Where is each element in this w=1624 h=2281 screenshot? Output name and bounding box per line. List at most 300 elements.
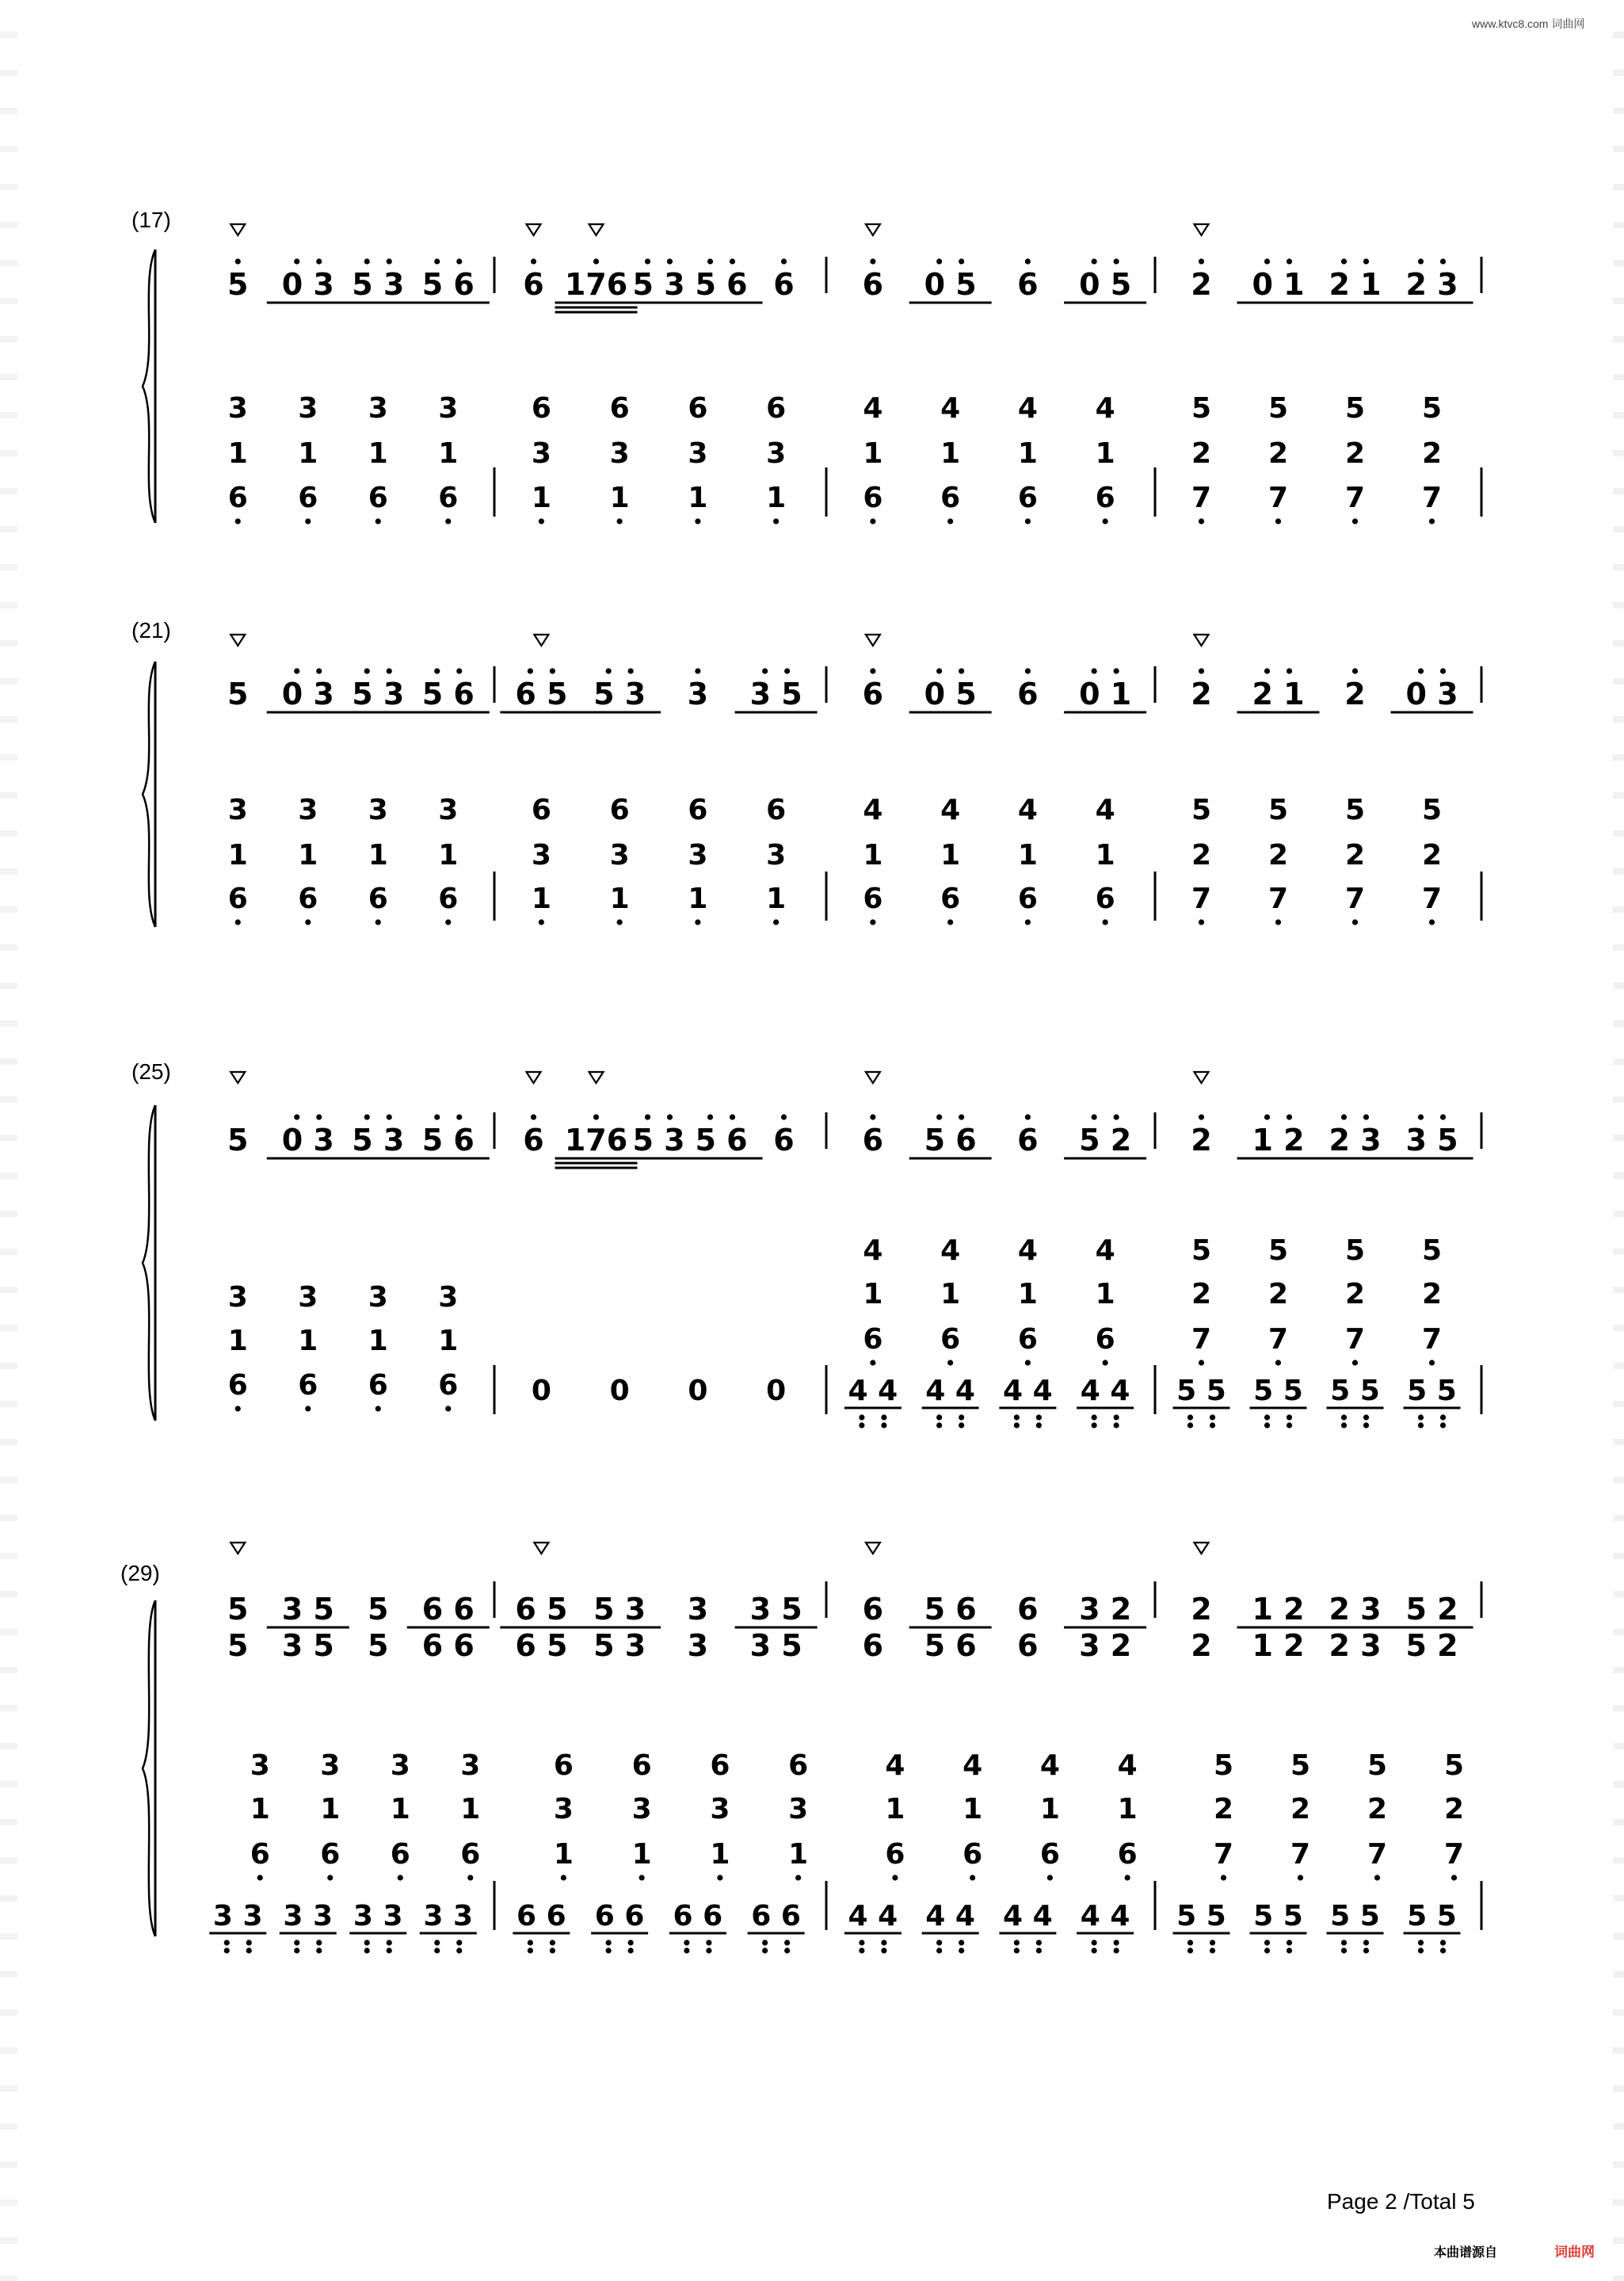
measure-label-17: (17) <box>132 208 171 232</box>
octave-dot <box>1014 1940 1020 1945</box>
chord-note: 6 <box>438 482 459 514</box>
bass-pair-note: 4 4 <box>925 1375 975 1407</box>
chord-note: 3 <box>298 794 318 826</box>
bass-pair-note: 4 4 <box>848 1375 898 1407</box>
chord-note: 2 <box>1191 437 1212 470</box>
melody-note: 0 1 <box>1252 267 1305 302</box>
chord-note: 7 <box>1268 1323 1289 1356</box>
octave-dot <box>645 258 650 264</box>
melody-harmony-note: 6 <box>1017 1628 1039 1663</box>
octave-dot <box>936 1114 942 1120</box>
octave-dot <box>1264 1422 1270 1428</box>
octave-dot <box>1341 258 1347 264</box>
chord-note: 1 <box>298 1325 318 1357</box>
chord-note: 3 <box>227 794 248 826</box>
chord-note: 6 <box>609 794 630 826</box>
octave-dot <box>959 1422 964 1428</box>
chord-note: 4 <box>1117 1749 1138 1782</box>
chord-note: 1 <box>788 1838 809 1871</box>
melody-harmony-note: 6 5 <box>515 1628 568 1663</box>
octave-dot <box>1287 1947 1292 1953</box>
octave-dot <box>695 668 700 673</box>
octave-dot <box>1199 1114 1204 1120</box>
melody-note: 6 <box>773 267 795 302</box>
octave-dot <box>1114 668 1119 673</box>
melody-harmony-note: 3 5 <box>749 1628 802 1663</box>
chord-note: 7 <box>1191 1323 1212 1356</box>
octave-dot <box>398 1875 403 1880</box>
chord-note: 6 <box>298 482 318 514</box>
octave-dot <box>1418 258 1424 264</box>
bass-pair-note: 3 3 <box>423 1900 474 1932</box>
octave-dot <box>1199 518 1204 524</box>
bass-pair-note: 6 6 <box>517 1900 566 1932</box>
melody-note: 5 <box>227 1123 249 1158</box>
chord-note: 1 <box>438 437 459 470</box>
melody-note: 176 <box>564 1123 628 1158</box>
melody-note: 6 <box>1017 677 1039 711</box>
accent-mark <box>231 1543 245 1554</box>
chord-note: 5 <box>1367 1749 1388 1782</box>
chord-note: 7 <box>1344 482 1366 514</box>
chord-note: 5 <box>1421 392 1443 425</box>
chord-note: 6 <box>298 883 318 915</box>
bass-pair-note: 5 5 <box>1407 1375 1457 1407</box>
chord-note: 1 <box>609 482 630 514</box>
octave-dot <box>1341 1940 1347 1945</box>
chord-note: 2 <box>1443 1793 1465 1825</box>
chord-note: 4 <box>1017 1234 1038 1267</box>
chord-note: 6 <box>1017 883 1038 915</box>
accent-mark <box>866 224 880 235</box>
accent-mark <box>527 1072 541 1083</box>
octave-dot <box>773 919 779 925</box>
chord-note: 1 <box>553 1838 574 1871</box>
chord-note: 2 <box>1268 1278 1289 1310</box>
melody-note: 5 3 <box>593 677 646 711</box>
chord-note: 1 <box>609 883 630 915</box>
accent-mark <box>1195 635 1209 646</box>
octave-dot <box>456 1947 462 1953</box>
chord-note: 7 <box>1367 1838 1388 1871</box>
chord-note: 4 <box>1017 794 1038 826</box>
chord-note: 6 <box>766 794 787 826</box>
octave-dot <box>1188 1947 1193 1953</box>
grand-staff-brace <box>143 1600 155 1936</box>
melody-harmony-note: 6 <box>862 1628 884 1663</box>
chord-note: 5 <box>1213 1749 1234 1782</box>
chord-note: 6 <box>320 1838 341 1871</box>
octave-dot <box>936 1422 942 1428</box>
melody-note: 0 5 <box>924 677 977 711</box>
accent-mark <box>231 224 245 235</box>
chord-note: 2 <box>1344 839 1366 872</box>
octave-dot <box>1264 1414 1270 1420</box>
chord-note: 4 <box>863 392 883 425</box>
octave-dot <box>959 1947 964 1953</box>
chord-note: 4 <box>1095 1234 1115 1267</box>
bass-pair-note: 4 4 <box>1003 1900 1053 1932</box>
octave-dot <box>550 1940 555 1945</box>
grand-staff-brace <box>143 250 155 523</box>
octave-dot <box>376 919 381 925</box>
octave-dot <box>528 1940 533 1945</box>
octave-dot <box>617 919 623 925</box>
chord-note: 6 <box>368 883 388 915</box>
chord-note: 7 <box>1290 1838 1311 1871</box>
melody-note: 5 3 <box>632 267 685 302</box>
melody-note: 2 3 <box>1329 1123 1382 1158</box>
chord-note: 5 <box>1191 794 1212 826</box>
melody-note: 5 6 <box>695 267 748 302</box>
octave-dot <box>224 1940 230 1945</box>
octave-dot <box>707 258 713 264</box>
chord-note: 6 <box>1095 1323 1115 1356</box>
chord-note: 2 <box>1290 1793 1311 1825</box>
octave-dot <box>1114 258 1119 264</box>
octave-dot <box>528 668 533 673</box>
octave-dot <box>1114 1114 1119 1120</box>
melody-note: 5 6 <box>695 1123 748 1158</box>
octave-dot <box>784 668 790 673</box>
octave-dot <box>1036 1414 1042 1420</box>
octave-dot <box>1188 1422 1193 1428</box>
octave-dot <box>1092 258 1097 264</box>
chord-note: 1 <box>1017 839 1038 872</box>
octave-dot <box>859 1414 864 1420</box>
chord-note: 6 <box>940 1323 961 1356</box>
melody-harmony-note: 3 2 <box>1079 1628 1132 1663</box>
octave-dot <box>376 518 381 524</box>
octave-dot <box>1092 1114 1097 1120</box>
octave-dot <box>531 1114 536 1120</box>
chord-note: 5 <box>1191 1234 1212 1267</box>
bass-pair-note: 4 4 <box>1080 1900 1130 1932</box>
chord-note: 5 <box>1344 1234 1366 1267</box>
octave-dot <box>947 518 953 524</box>
octave-dot <box>1429 1360 1435 1365</box>
chord-note: 4 <box>1039 1749 1060 1782</box>
octave-dot <box>870 258 875 264</box>
rest-note: 0 <box>609 1375 630 1407</box>
chord-note: 7 <box>1268 883 1289 915</box>
melody-harmony-note: 5 3 <box>593 1628 646 1663</box>
octave-dot <box>1352 919 1358 925</box>
octave-dot <box>706 1940 711 1945</box>
chord-note: 3 <box>390 1749 410 1782</box>
octave-dot <box>628 1947 634 1953</box>
octave-dot <box>781 1114 787 1120</box>
octave-dot <box>684 1940 689 1945</box>
chord-note: 1 <box>1017 437 1038 470</box>
octave-dot <box>1199 668 1204 673</box>
octave-dot <box>445 518 451 524</box>
octave-dot <box>456 258 462 264</box>
chord-note: 2 <box>1191 1278 1212 1310</box>
octave-dot <box>959 1414 964 1420</box>
octave-dot <box>717 1875 722 1880</box>
chord-note: 4 <box>940 794 961 826</box>
bass-pair-note: 4 4 <box>925 1900 975 1932</box>
melody-note: 1 2 <box>1252 1592 1305 1627</box>
chord-note: 3 <box>438 1281 459 1314</box>
chord-note: 6 <box>531 392 551 425</box>
chord-note: 7 <box>1421 482 1443 514</box>
octave-dot <box>224 1947 230 1953</box>
melody-harmony-note: 1 2 <box>1252 1628 1305 1663</box>
chord-note: 2 <box>1191 839 1212 872</box>
octave-dot <box>257 1875 263 1880</box>
chord-note: 3 <box>609 437 630 470</box>
octave-dot <box>1210 1414 1215 1420</box>
chord-note: 1 <box>368 1325 388 1357</box>
octave-dot <box>305 919 311 925</box>
octave-dot <box>1199 919 1204 925</box>
chord-note: 1 <box>940 1278 961 1310</box>
melody-note: 2 3 <box>1329 1592 1382 1627</box>
octave-dot <box>1287 668 1292 673</box>
octave-dot <box>316 258 322 264</box>
octave-dot <box>1092 1422 1097 1428</box>
chord-note: 3 <box>766 839 787 872</box>
octave-dot <box>1418 1947 1424 1953</box>
octave-dot <box>795 1875 801 1880</box>
octave-dot <box>316 1114 322 1120</box>
melody-note: 6 <box>1017 267 1039 302</box>
melody-note: 6 5 <box>515 1592 568 1627</box>
octave-dot <box>1440 668 1446 673</box>
melody-note: 5 6 <box>421 1123 475 1158</box>
chord-note: 3 <box>298 1281 318 1314</box>
bass-pair-note: 6 6 <box>751 1900 801 1932</box>
melody-note: 2 <box>1191 1592 1212 1627</box>
octave-dot <box>1264 258 1270 264</box>
octave-dot <box>434 1114 440 1120</box>
melody-note: 3 5 <box>1405 1123 1458 1158</box>
chord-note: 4 <box>963 1749 983 1782</box>
chord-note: 1 <box>963 1793 983 1825</box>
octave-dot <box>1103 1360 1108 1365</box>
accent-mark <box>534 1543 548 1554</box>
accent-mark <box>534 635 548 646</box>
octave-dot <box>1287 1414 1292 1420</box>
octave-dot <box>892 1875 898 1880</box>
octave-dot <box>434 1947 440 1953</box>
chord-note: 3 <box>438 794 459 826</box>
melody-note: 3 5 <box>281 1592 334 1627</box>
melody-note: 5 3 <box>593 1592 646 1627</box>
accent-mark <box>1195 1072 1209 1083</box>
octave-dot <box>1440 1422 1446 1428</box>
octave-dot <box>235 1406 241 1411</box>
octave-dot <box>235 258 241 264</box>
melody-note: 5 6 <box>924 1123 977 1158</box>
melody-note: 5 6 <box>924 1592 977 1627</box>
melody-note: 5 2 <box>1405 1592 1458 1627</box>
melody-note: 3 5 <box>749 677 802 711</box>
octave-dot <box>1014 1414 1020 1420</box>
chord-note: 2 <box>1421 437 1443 470</box>
melody-note: 5 <box>227 267 249 302</box>
melody-note: 5 <box>368 1592 389 1627</box>
octave-dot <box>639 1875 645 1880</box>
chord-note: 1 <box>710 1838 730 1871</box>
bass-pair-note: 4 4 <box>848 1900 898 1932</box>
octave-dot <box>936 1940 942 1945</box>
melody-harmony-note: 5 <box>227 1628 249 1663</box>
octave-dot <box>1264 1114 1270 1120</box>
chord-note: 1 <box>227 839 248 872</box>
bass-pair-note: 4 4 <box>1080 1375 1130 1407</box>
melody-note: 2 <box>1344 677 1366 711</box>
octave-dot <box>1341 1114 1347 1120</box>
melody-note: 2 <box>1191 677 1212 711</box>
chord-note: 3 <box>766 437 787 470</box>
octave-dot <box>1418 1114 1424 1120</box>
chord-note: 5 <box>1344 392 1366 425</box>
melody-note: 6 <box>862 267 884 302</box>
chord-note: 1 <box>227 437 248 470</box>
accent-mark <box>231 1072 245 1083</box>
bass-pair-note: 5 5 <box>1176 1375 1226 1407</box>
bass-pair-note: 6 6 <box>594 1900 645 1932</box>
rest-note: 0 <box>531 1375 551 1407</box>
octave-dot <box>1210 1422 1215 1428</box>
octave-dot <box>246 1947 252 1953</box>
octave-dot <box>294 668 299 673</box>
octave-dot <box>467 1875 473 1880</box>
octave-dot <box>1298 1875 1303 1880</box>
chord-note: 7 <box>1344 1323 1366 1356</box>
chord-note: 4 <box>940 1234 961 1267</box>
octave-dot <box>364 1114 370 1120</box>
chord-note: 7 <box>1268 482 1289 514</box>
chord-note: 6 <box>227 1369 248 1402</box>
chord-note: 1 <box>863 437 883 470</box>
melody-note: 3 5 <box>749 1592 802 1627</box>
bass-pair-note: 5 5 <box>1407 1900 1457 1932</box>
chord-note: 1 <box>885 1793 905 1825</box>
octave-dot <box>947 1360 953 1365</box>
chord-note: 1 <box>1095 1278 1115 1310</box>
melody-harmony-note: 2 <box>1191 1628 1212 1663</box>
melody-note: 5 6 <box>421 677 475 711</box>
grand-staff-brace <box>143 662 155 927</box>
octave-dot <box>1092 1414 1097 1420</box>
chord-note: 5 <box>1268 1234 1289 1267</box>
octave-dot <box>1440 1940 1446 1945</box>
chord-note: 4 <box>1017 392 1038 425</box>
octave-dot <box>387 1940 392 1945</box>
octave-dot <box>617 518 623 524</box>
octave-dot <box>1341 1422 1347 1428</box>
melody-note: 176 <box>564 267 628 302</box>
octave-dot <box>1363 1414 1369 1420</box>
octave-dot <box>1275 919 1281 925</box>
octave-dot <box>434 668 440 673</box>
chord-note: 6 <box>609 392 630 425</box>
octave-dot <box>1210 1947 1215 1953</box>
octave-dot <box>870 1114 875 1120</box>
octave-dot <box>784 1947 790 1953</box>
chord-note: 6 <box>863 1323 883 1356</box>
octave-dot <box>947 919 953 925</box>
octave-dot <box>1036 1940 1042 1945</box>
chord-note: 2 <box>1268 839 1289 872</box>
octave-dot <box>1418 668 1424 673</box>
octave-dot <box>1125 1875 1130 1880</box>
chord-note: 5 <box>1443 1749 1465 1782</box>
chord-note: 1 <box>863 839 883 872</box>
accent-mark <box>866 1543 880 1554</box>
octave-dot <box>550 668 555 673</box>
bass-pair-note: 3 3 <box>283 1900 334 1932</box>
octave-dot <box>881 1414 886 1420</box>
melody-harmony-note: 5 2 <box>1405 1628 1458 1663</box>
chord-note: 6 <box>390 1838 410 1871</box>
chord-note: 1 <box>940 437 961 470</box>
melody-note: 2 1 <box>1252 677 1305 711</box>
melody-note: 2 <box>1191 1123 1212 1158</box>
octave-dot <box>959 258 964 264</box>
chord-note: 6 <box>1095 883 1115 915</box>
chord-note: 3 <box>788 1793 809 1825</box>
chord-note: 6 <box>460 1838 481 1871</box>
bass-pair-note: 6 6 <box>673 1900 723 1932</box>
octave-dot <box>881 1940 886 1945</box>
octave-dot <box>445 919 451 925</box>
chord-note: 1 <box>298 437 318 470</box>
chord-note: 1 <box>227 1325 248 1357</box>
chord-note: 6 <box>531 794 551 826</box>
chord-note: 6 <box>710 1749 730 1782</box>
chord-note: 6 <box>863 883 883 915</box>
octave-dot <box>1036 1947 1042 1953</box>
accent-mark <box>1195 1543 1209 1554</box>
melody-note: 3 2 <box>1079 1592 1132 1627</box>
measure-label-21: (21) <box>132 618 171 643</box>
chord-note: 7 <box>1421 883 1443 915</box>
octave-dot <box>305 518 311 524</box>
chord-note: 3 <box>531 839 551 872</box>
chord-note: 7 <box>1213 1838 1234 1871</box>
chord-note: 6 <box>940 482 961 514</box>
melody-note: 5 <box>227 1592 249 1627</box>
chord-note: 6 <box>863 482 883 514</box>
chord-note: 1 <box>766 883 787 915</box>
octave-dot <box>434 258 440 264</box>
melody-note: 5 <box>227 677 249 711</box>
melody-note: 6 <box>862 1592 884 1627</box>
octave-dot <box>1210 1940 1215 1945</box>
melody-note: 6 5 <box>515 677 568 711</box>
octave-dot <box>707 1114 713 1120</box>
chord-note: 4 <box>885 1749 905 1782</box>
octave-dot <box>762 1947 768 1953</box>
chord-note: 1 <box>631 1838 652 1871</box>
chord-note: 6 <box>553 1749 574 1782</box>
octave-dot <box>936 258 942 264</box>
chord-note: 6 <box>368 1369 388 1402</box>
chord-note: 2 <box>1421 839 1443 872</box>
chord-note: 6 <box>250 1838 270 1871</box>
octave-dot <box>235 518 241 524</box>
chord-note: 3 <box>250 1749 270 1782</box>
octave-dot <box>628 1940 634 1945</box>
chord-note: 6 <box>438 883 459 915</box>
bass-pair-note: 5 5 <box>1253 1900 1303 1932</box>
octave-dot <box>1429 518 1435 524</box>
